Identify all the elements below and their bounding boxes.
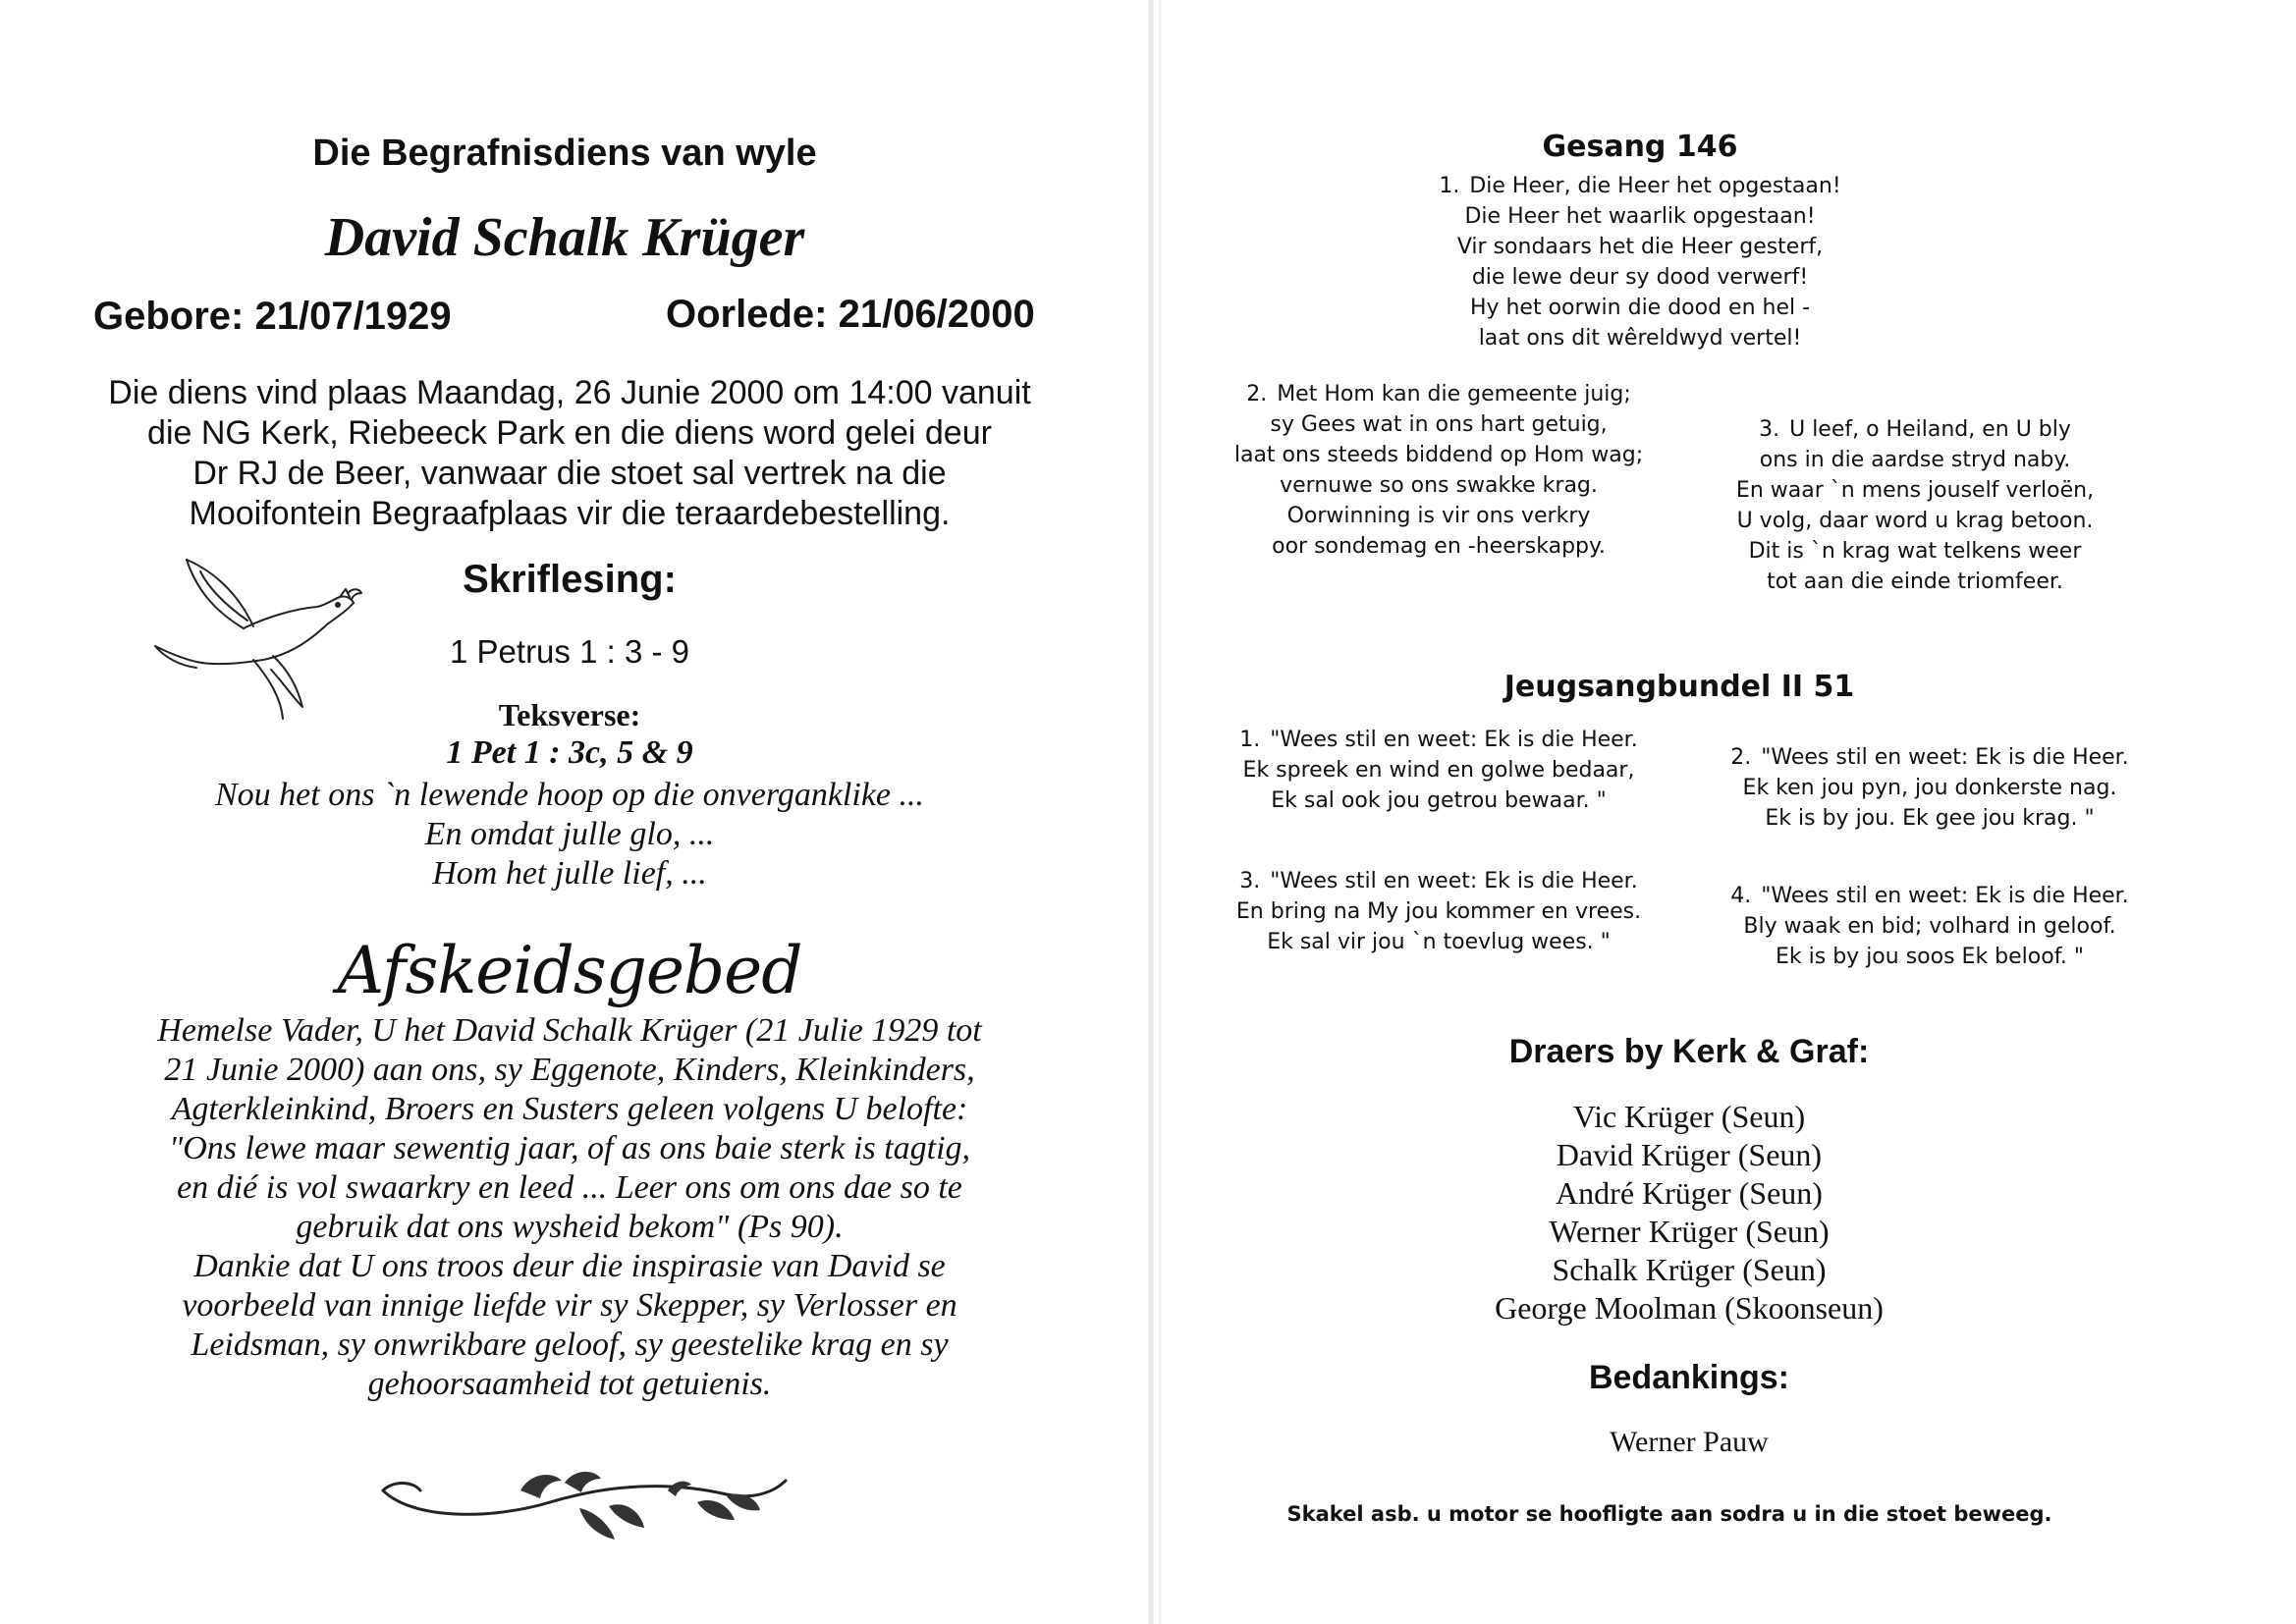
verse-line: 1. "Wees stil en weet: Ek is die Heer.	[1218, 725, 1660, 755]
prayer-text	[59, 1011, 1080, 1404]
verse-line: 2. Met Hom kan die gemeente juig;	[1218, 379, 1660, 409]
prayer-line: gehoorsaamheid tot getuienis.	[367, 1366, 772, 1402]
death-date: Oorlede: 21/06/2000	[666, 293, 1035, 336]
prayer-line: Leidsman, sy onwrikbare geloof, sy geestelike krag en sy	[191, 1326, 949, 1363]
verse-line: 3. U leef, o Heiland, en U bly	[1669, 414, 2160, 445]
prayer-line: 21 Junie 2000) aan ons, sy Eggenote, Kinders, Kleinkinders,	[164, 1052, 975, 1088]
prayer-heading: Afskeidsgebed	[337, 933, 802, 1008]
bearers-heading: Draers by Kerk & Graf:	[1508, 1033, 1870, 1070]
gesang-verse-1	[1345, 171, 1935, 353]
reading-reference: 1 Petrus 1 : 3 - 9	[450, 633, 689, 670]
bearers-list	[1375, 1098, 2003, 1327]
verse-line: 1. Die Heer, die Heer het opgestaan!	[1345, 171, 1935, 201]
bearer-item: George Moolman (Skoonseun)	[1495, 1290, 1884, 1326]
jeugsang-verse-1	[1218, 725, 1660, 816]
service-line: Dr RJ de Beer, vanwaar die stoet sal vertrek na die	[192, 455, 947, 492]
verse-line: sy Gees wat in ons hart getuig,	[1270, 412, 1608, 437]
bearer-item: David Krüger (Seun)	[1556, 1137, 1823, 1172]
page-fold	[1148, 0, 1154, 1624]
service-details	[59, 373, 1080, 534]
prayer-line: "Ons lewe maar sewentig jaar, of as ons baie sterk is tagtig,	[168, 1130, 971, 1166]
verse-line: Oorwinning is vir ons verkry	[1286, 504, 1591, 528]
verse-line: die lewe deur sy dood verwerf!	[1471, 265, 1809, 290]
prayer-line: en dié is vol swaarkry en leed ... Leer ons om ons dae so te	[177, 1169, 962, 1206]
verse-line: Die Heer het waarlik opgestaan!	[1464, 204, 1816, 229]
verse-line: Dit is `n krag wat telkens weer	[1748, 539, 2082, 564]
verse-line: Vir sondaars het die Heer gesterf,	[1456, 235, 1824, 259]
verse-number: 1.	[1239, 728, 1261, 752]
verse-line: Ek spreek en wind en golwe bedaar,	[1242, 758, 1635, 783]
verse-number: 4.	[1730, 884, 1752, 908]
verse-line: Ek is by jou soos Ek beloof. "	[1776, 945, 2084, 969]
verse-line: Ek sal vir jou `n toevlug wees. "	[1267, 930, 1611, 954]
deceased-name: David Schalk Krüger	[324, 207, 805, 268]
verse-line: laat ons steeds biddend op Hom wag;	[1233, 443, 1644, 467]
service-line: Mooifontein Begraafplaas vir die teraardebestelling.	[189, 495, 951, 532]
bearer-item: Vic Krüger (Seun)	[1572, 1099, 1806, 1134]
verse-line: laat ons dit wêreldwyd vertel!	[1478, 326, 1802, 351]
gesang-title: Gesang 146	[1542, 130, 1738, 164]
floral-flourish-icon	[373, 1451, 805, 1549]
prayer-line: voorbeeld van innige liefde vir sy Skepper, sy Verlosser en	[182, 1287, 957, 1324]
text-verses-reference: 1 Pet 1 : 3c, 5 & 9	[446, 734, 693, 771]
verse-line: Ek sal ook jou getrou bewaar. "	[1271, 788, 1607, 813]
verse-line: Ek ken jou pyn, jou donkerste nag.	[1742, 776, 2117, 800]
prayer-line: Dankie dat U ons troos deur die inspirasie van David se	[193, 1248, 946, 1284]
verse-line: Bly waak en bid; volhard in geloof.	[1743, 914, 2116, 939]
gesang-verse-3	[1669, 414, 2160, 597]
verse-line: En omdat julle glo, ...	[424, 816, 715, 852]
service-line: Die diens vind plaas Maandag, 26 Junie 2000 om 14:00 vanuit	[108, 374, 1031, 411]
gesang-verse-2	[1218, 379, 1660, 562]
text-verses-heading: Teksverse:	[498, 697, 641, 732]
verse-line: ons in die aardse stryd naby.	[1759, 448, 2071, 472]
jeugsang-title: Jeugsangbundel II 51	[1503, 670, 1855, 704]
verse-line: U volg, daar word u krag betoon.	[1736, 509, 2094, 533]
verse-line: Hom het julle lief, ...	[432, 855, 707, 892]
prayer-line: Hemelse Vader, U het David Schalk Krüger (21 Julie 1929 tot	[157, 1012, 982, 1049]
verse-line: Hy het oorwin die dood en hel -	[1469, 296, 1811, 320]
verse-number: 3.	[1759, 417, 1780, 442]
verse-line: Nou het ons `n lewende hoop op die onverganklike ...	[214, 777, 925, 813]
jeugsang-verse-4	[1699, 881, 2160, 972]
bearer-item: André Krüger (Seun)	[1556, 1175, 1823, 1211]
verse-line: tot aan die einde triomfeer.	[1767, 569, 2063, 594]
reading-heading: Skriflesing:	[463, 558, 677, 601]
text-verses	[0, 776, 1139, 893]
headlights-note: Skakel asb. u motor se hoofligte aan sodra u in die stoet beweeg.	[1286, 1502, 2052, 1526]
verse-number: 2.	[1246, 382, 1268, 406]
jeugsang-verse-3	[1218, 866, 1660, 957]
birth-date: Gebore: 21/07/1929	[93, 295, 452, 338]
prayer-line: gebruik dat ons wysheid bekom" (Ps 90).	[296, 1209, 844, 1245]
prayer-line: Agterkleinkind, Broers en Susters geleen volgens U belofte:	[171, 1091, 968, 1127]
verse-line: En waar `n mens jouself verloën,	[1735, 478, 2095, 503]
verse-line: oor sondemag en -heerskappy.	[1272, 534, 1606, 559]
verse-line: En bring na My jou kommer en vrees.	[1235, 899, 1642, 924]
verse-line: 4. "Wees stil en weet: Ek is die Heer.	[1699, 881, 2160, 911]
verse-number: 1.	[1439, 174, 1460, 198]
bearer-item: Werner Krüger (Seun)	[1549, 1214, 1830, 1249]
verse-line: Ek is by jou. Ek gee jou krag. "	[1765, 806, 2095, 831]
bearer-item: Schalk Krüger (Seun)	[1552, 1252, 1827, 1287]
service-line: die NG Kerk, Riebeeck Park en die diens word gelei deur	[147, 414, 992, 452]
thanks-name: Werner Pauw	[1610, 1426, 1769, 1458]
verse-line: vernuwe so ons swakke krag.	[1280, 473, 1598, 498]
thanks-heading: Bedankings:	[1588, 1359, 1790, 1396]
page-fold-shadow	[1159, 0, 1161, 1624]
verse-number: 3.	[1239, 869, 1261, 893]
verse-line: 2. "Wees stil en weet: Ek is die Heer.	[1699, 742, 2160, 773]
verse-number: 2.	[1730, 745, 1752, 770]
service-heading: Die Begrafnisdiens van wyle	[312, 133, 817, 174]
jeugsang-verse-2	[1699, 742, 2160, 834]
verse-line: 3. "Wees stil en weet: Ek is die Heer.	[1218, 866, 1660, 896]
